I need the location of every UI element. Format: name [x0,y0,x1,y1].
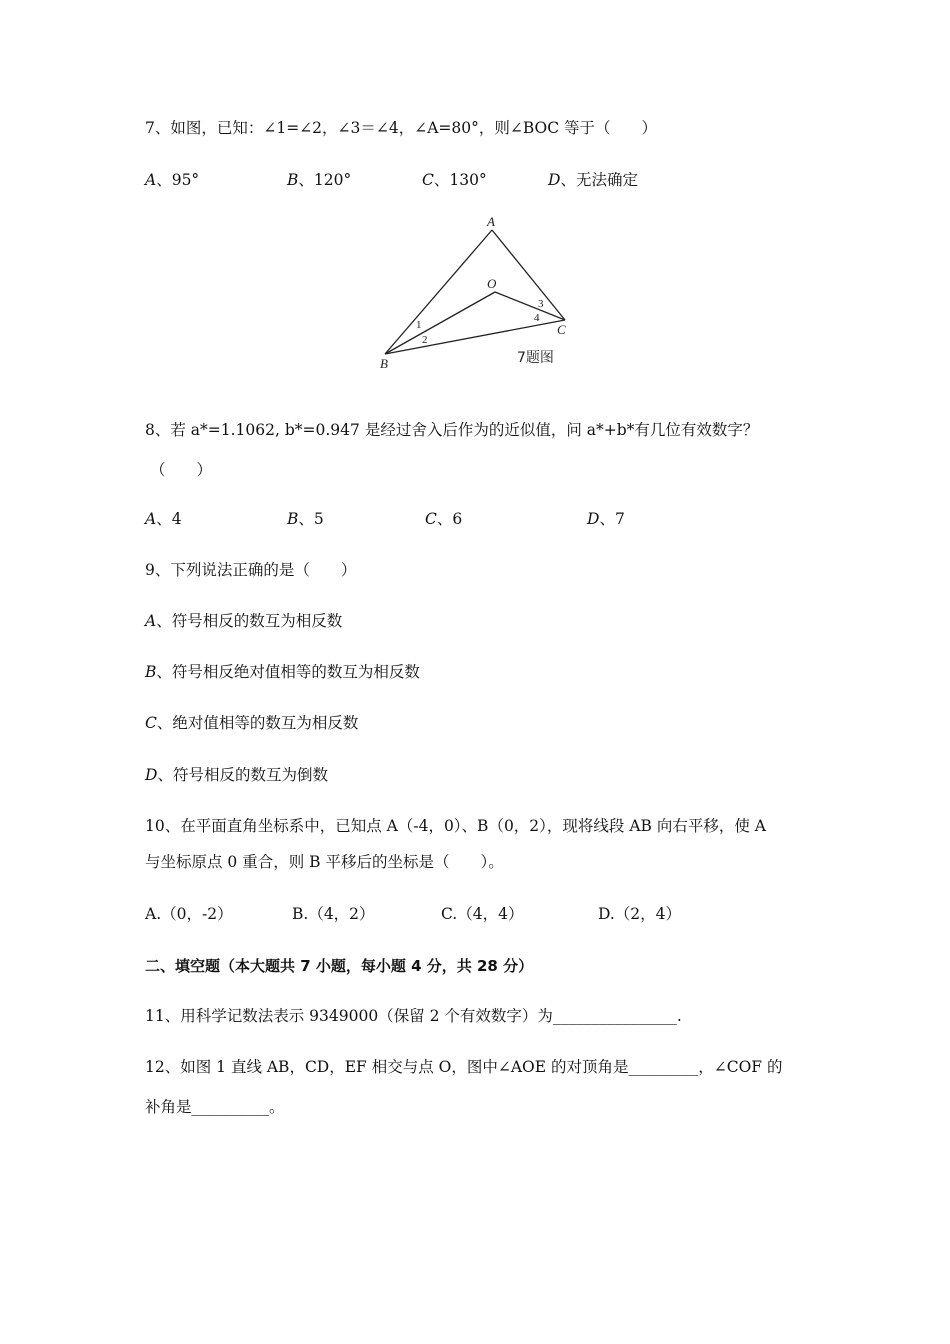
point-label-b: B [380,356,388,371]
q10-stem-line2: 与坐标原点 0 重合，则 B 平移后的坐标是（ ）。 [145,853,504,871]
q9-option-a: A、符号相反的数互为相反数 [145,612,343,630]
q10-stem: 10、在平面直角坐标系中，已知点 A（-4，0）、B（0，2），现将线段 AB 向右平移，使 A [145,817,766,835]
segment-ac [492,230,565,320]
q8-answer-bracket: （ ） [150,461,213,479]
angle-label-4: 4 [534,312,540,324]
q8-option-a: A、4 [145,510,182,528]
angle-label-1: 1 [416,319,422,331]
angle-label-3: 3 [538,298,544,310]
segment-bc [385,320,565,354]
q12-stem: 12、如图 1 直线 AB，CD，EF 相交与点 O，图中∠AOE 的对顶角是_________，∠COF 的 [145,1058,783,1076]
segment-oc [495,292,565,320]
q9-stem: 9、下列说法正确的是（ ） [145,561,357,579]
point-label-c: C [557,322,566,337]
q10-option-d: D.（2，4） [598,905,682,923]
q8-stem: 8、若 a*=1.1062, b*=0.947 是经过舍入后作为的近似值，问 a*+b*有几位有效数字？ [145,421,759,439]
q7-option-b: B、120° [287,171,352,189]
q10-option-a: A.（0，-2） [145,905,233,923]
q9-option-d: D、符号相反的数互为倒数 [145,766,328,784]
angle-label-2: 2 [422,334,428,346]
q12-stem-line2: 补角是__________。 [145,1098,285,1116]
q8-option-d: D、7 [587,510,625,528]
q7-option-d: D、无法确定 [548,171,638,189]
q9-option-b: B、符号相反绝对值相等的数互为相反数 [145,663,420,681]
q7-stem: 7、如图，已知：∠1=∠2，∠3＝∠4，∠A=80°，则∠BOC 等于（ ） [145,119,658,137]
q10-option-b: B.（4，2） [292,905,375,923]
q8-option-c: C、6 [425,510,463,528]
q7-option-a: A、95° [145,171,200,189]
q7-triangle-figure [370,212,590,377]
section-2-heading: 二、填空题（本大题共 7 小题，每小题 4 分，共 28 分） [145,957,534,975]
segment-bo [385,292,495,354]
q11-stem: 11、用科学记数法表示 9349000（保留 2 个有效数字）为________________. [145,1007,682,1025]
q9-option-c: C、绝对值相等的数互为相反数 [145,714,359,732]
point-label-o: O [487,276,497,291]
q7-option-c: C、130° [422,171,487,189]
q10-option-c: C.（4，4） [441,905,524,923]
segment-ab [385,230,492,354]
point-label-a: A [487,214,495,229]
q8-option-b: B、5 [287,510,324,528]
figure-caption: 7题图 [517,350,554,366]
